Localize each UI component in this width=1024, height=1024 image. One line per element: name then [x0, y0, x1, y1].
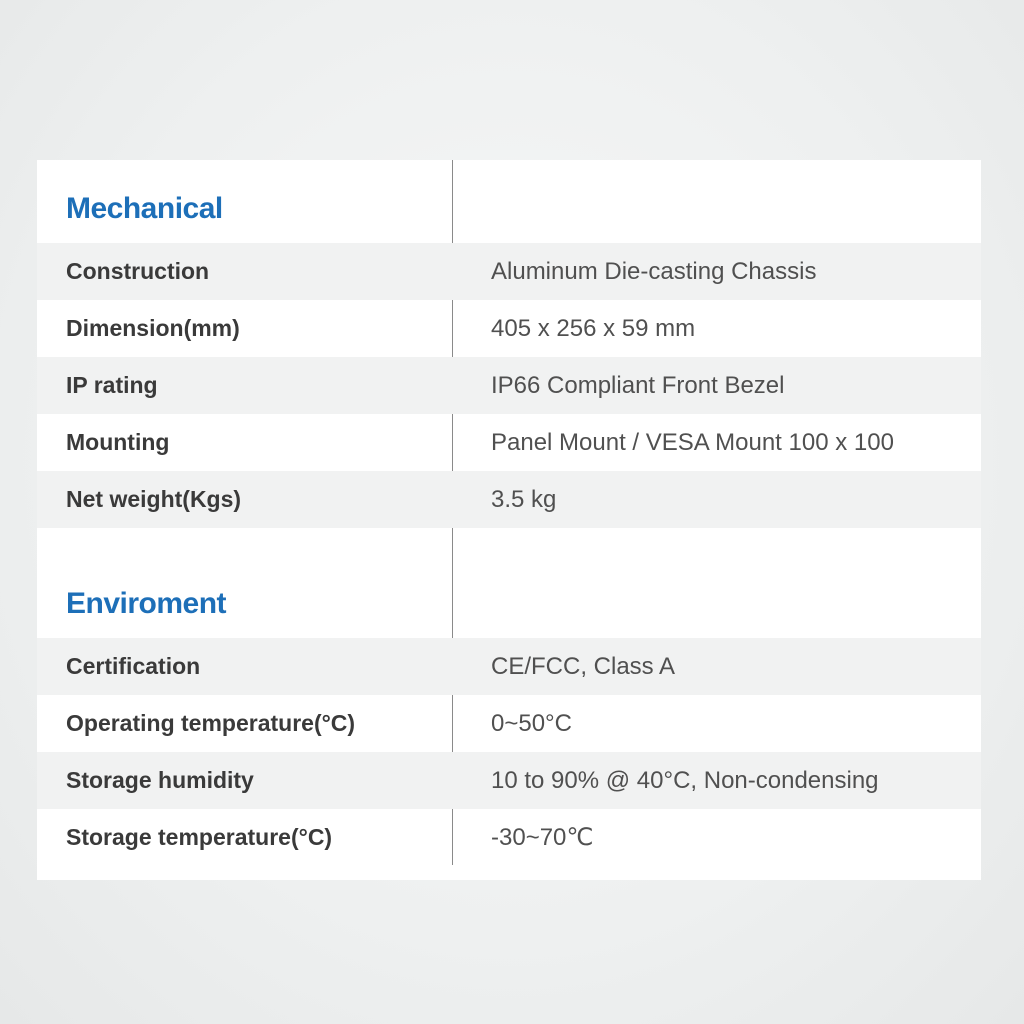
row-value: Panel Mount / VESA Mount 100 x 100 — [491, 429, 894, 456]
row-label: IP rating — [66, 372, 158, 398]
table-row — [37, 752, 981, 809]
row-label: Net weight(Kgs) — [66, 486, 242, 512]
row-value: CE/FCC, Class A — [491, 653, 676, 680]
table-row — [37, 243, 981, 300]
table-row — [37, 695, 981, 752]
row-value: IP66 Compliant Front Bezel — [491, 372, 785, 399]
table-row — [37, 414, 981, 471]
row-value: 10 to 90% @ 40°C, Non-condensing — [491, 767, 879, 794]
row-label: Storage humidity — [66, 767, 254, 793]
table-row — [37, 471, 981, 528]
table-row — [37, 357, 981, 414]
table-row — [37, 638, 981, 695]
row-value: 405 x 256 x 59 mm — [491, 315, 696, 342]
row-label: Dimension(mm) — [66, 315, 240, 341]
row-value: 3.5 kg — [491, 486, 557, 513]
row-value: 0~50°C — [491, 710, 572, 737]
section-title-enviroment: Enviroment — [66, 587, 227, 620]
row-value: Aluminum Die-casting Chassis — [491, 258, 817, 285]
row-label: Construction — [66, 258, 210, 284]
row-label: Storage temperature(°C) — [66, 824, 333, 850]
section-title-mechanical: Mechanical — [66, 192, 223, 225]
row-label: Mounting — [66, 429, 170, 455]
table-row — [37, 809, 981, 866]
row-label: Operating temperature(°C) — [66, 710, 356, 736]
row-label: Certification — [66, 653, 201, 679]
table-row — [37, 300, 981, 357]
row-value: -30~70℃ — [491, 824, 594, 851]
spec-table — [37, 160, 981, 880]
